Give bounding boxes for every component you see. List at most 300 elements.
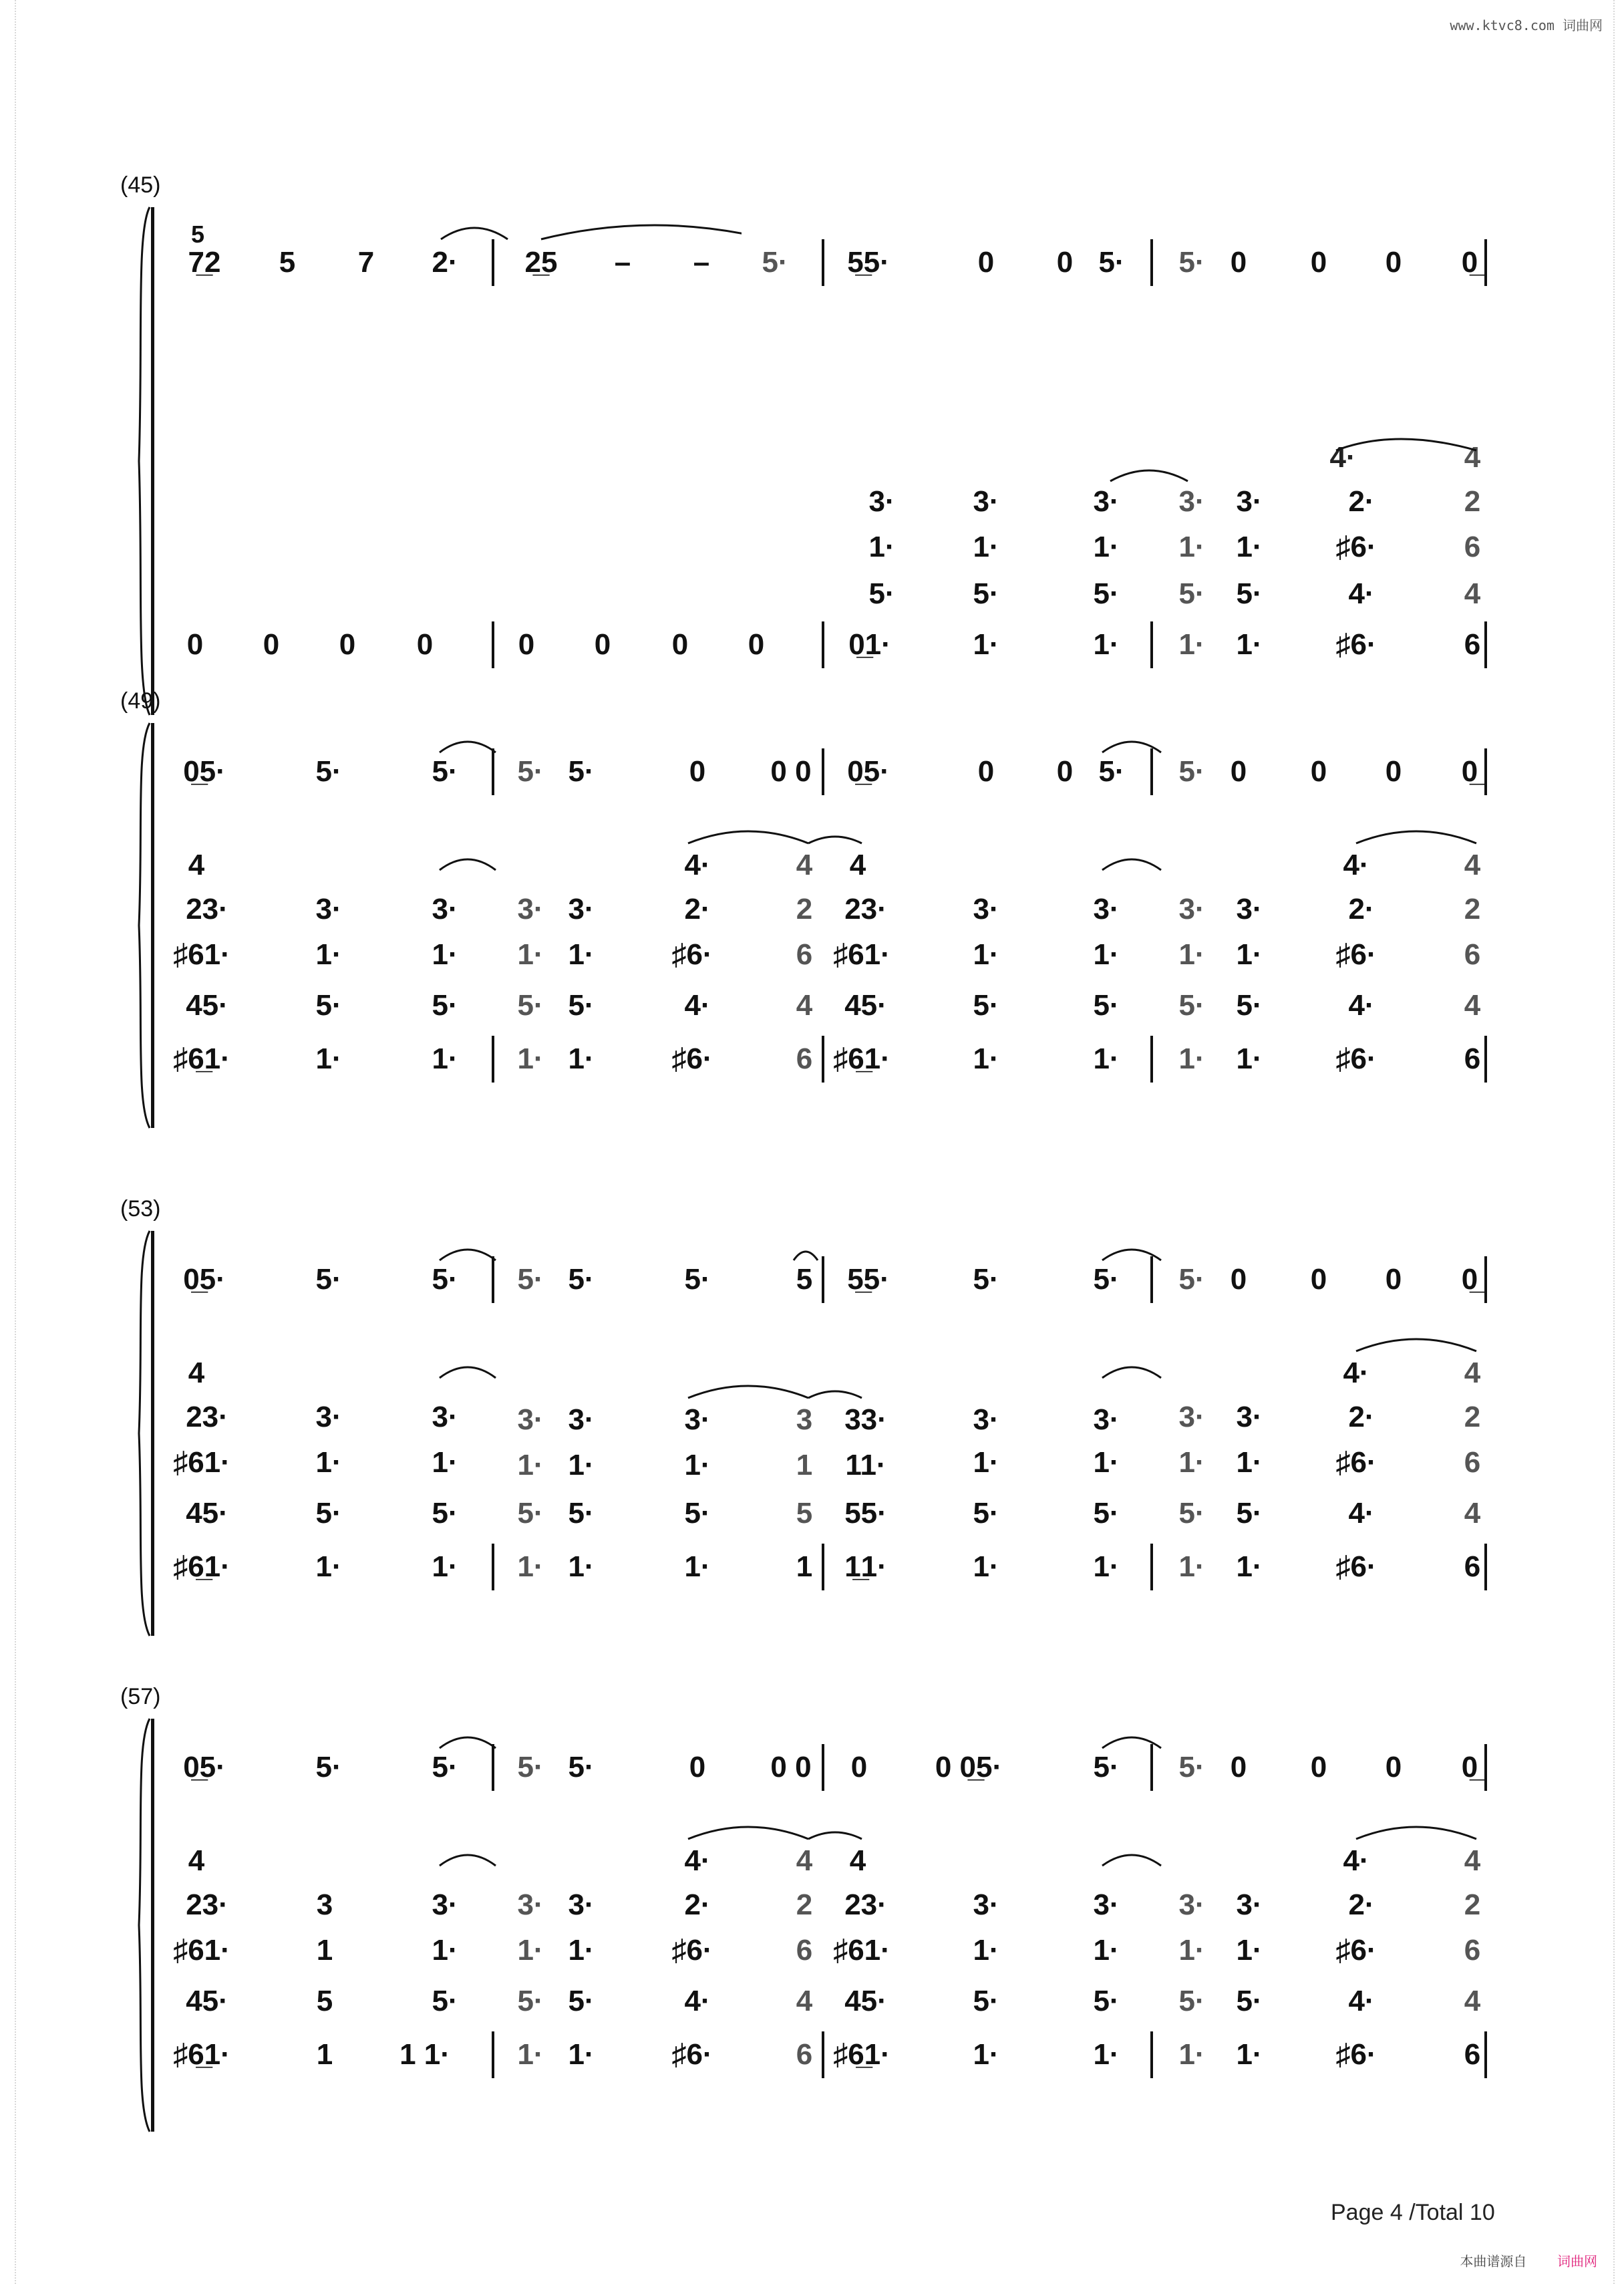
note: 2·	[432, 246, 458, 279]
chord-note: 5·	[1178, 989, 1205, 1022]
chord-note: 1·	[1236, 1446, 1263, 1479]
note: 0	[263, 628, 280, 661]
note: 0	[1056, 246, 1074, 279]
note: 1·	[1236, 1042, 1263, 1075]
chord-note: 2	[1464, 1401, 1481, 1433]
brace-icon	[131, 1230, 151, 1637]
note: 0	[1385, 1263, 1402, 1296]
note: 1·	[1236, 1550, 1263, 1583]
slur-icon	[434, 728, 1223, 755]
chord-note: 23·	[844, 1888, 887, 1921]
note: 2̲5	[524, 246, 558, 279]
chord-note: 3·	[568, 1403, 595, 1436]
note: 5·	[1178, 1263, 1205, 1296]
measure-number: (49)	[120, 688, 161, 714]
note: 6	[1464, 1042, 1481, 1075]
brace-icon	[131, 206, 151, 716]
chord-note: 4·	[1343, 849, 1369, 881]
chord-note: ♯61·	[173, 938, 230, 971]
note: 5·	[432, 1751, 458, 1783]
chord-note: 4	[796, 849, 813, 881]
barline	[492, 621, 494, 668]
chord-note: ♯61·	[173, 1446, 230, 1479]
chord-note: 2	[796, 1888, 813, 1921]
barline-final	[1484, 1744, 1487, 1791]
barline	[492, 2031, 494, 2078]
chord-note: 1·	[1093, 938, 1120, 971]
note: 7	[357, 246, 375, 279]
note: 0	[186, 628, 204, 661]
chord-note: 1	[796, 1449, 813, 1481]
slur-icon	[434, 1815, 1503, 1875]
chord-note: 55·	[844, 1497, 887, 1530]
barline	[1150, 1036, 1153, 1083]
chord-note: 4·	[1348, 1497, 1375, 1530]
chord-note: 1·	[568, 938, 595, 971]
note: ♯6·	[1335, 1042, 1377, 1075]
note: 5·	[432, 755, 458, 788]
note: 0̲1·	[848, 628, 891, 661]
note: 6	[1464, 628, 1481, 661]
note: 0	[977, 246, 995, 279]
note: 5·	[1178, 1751, 1205, 1783]
chord-note: 5	[190, 221, 205, 248]
lower-staff	[173, 1357, 1510, 1637]
note: ♯6̲1·	[833, 1042, 890, 1075]
note: ♯6·	[1335, 2038, 1377, 2071]
note: 1·	[973, 2038, 999, 2071]
chord-note: 1·	[1236, 938, 1263, 971]
chord-note: 4·	[1343, 1357, 1369, 1389]
chord-note: 5·	[684, 1497, 711, 1530]
chord-note: 4	[1464, 1844, 1481, 1877]
chord-note: 4	[796, 989, 813, 1022]
barline	[822, 1256, 824, 1303]
note: 0	[339, 628, 356, 661]
chord-note: 2·	[1348, 1401, 1375, 1433]
chord-note: 3·	[1236, 1888, 1263, 1921]
chord-note: 1·	[1236, 531, 1263, 563]
chord-note: 3·	[315, 1401, 342, 1433]
chord-note: 5·	[973, 989, 999, 1022]
note: 5·	[315, 755, 342, 788]
chord-note: 5·	[1236, 989, 1263, 1022]
chord-note: 5·	[432, 1497, 458, 1530]
upper-staff	[183, 728, 1510, 795]
note: –	[693, 246, 710, 279]
note: 1 1·	[399, 2038, 450, 2071]
left-watermark-strip	[0, 0, 16, 2284]
chord-note: 4	[849, 849, 866, 881]
chord-note: 1	[316, 1934, 333, 1967]
chord-note: 1·	[315, 938, 342, 971]
note: 1·	[1093, 1550, 1120, 1583]
chord-note: 1·	[1178, 938, 1205, 971]
chord-note: 4	[1464, 441, 1481, 474]
note: 1·	[1178, 628, 1205, 661]
chord-note: 3·	[1178, 1888, 1205, 1921]
chord-note: 1·	[517, 1449, 544, 1481]
chord-note: 5·	[568, 989, 595, 1022]
chord-note: 1·	[684, 1449, 711, 1481]
chord-note: 1·	[1178, 1446, 1205, 1479]
note: ♯6·	[671, 2038, 713, 2071]
chord-note: 3·	[1093, 1403, 1120, 1436]
chord-note: 4	[1464, 577, 1481, 610]
chord-note: 6	[796, 938, 813, 971]
note: ♯6·	[671, 1042, 713, 1075]
note: 5̲5·	[847, 246, 890, 279]
chord-note: ♯61·	[833, 1934, 890, 1967]
note: 0 0̲5·	[935, 1751, 1003, 1783]
note: 1	[796, 1550, 813, 1583]
note: 1·	[1178, 1550, 1205, 1583]
barline	[822, 2031, 824, 2078]
chord-note: 5·	[568, 1985, 595, 2017]
system-bracket	[151, 207, 154, 715]
chord-note: 1·	[1236, 1934, 1263, 1967]
slur-icon	[434, 215, 742, 242]
lower-staff	[187, 354, 1510, 728]
note: 6	[1464, 2038, 1481, 2071]
chord-note: 4·	[1343, 1844, 1369, 1877]
chord-note: 1·	[973, 531, 999, 563]
note: 1·	[432, 1042, 458, 1075]
chord-note: ♯6·	[671, 938, 713, 971]
chord-note: 5	[316, 1985, 333, 2017]
chord-note: 4	[1464, 1357, 1481, 1389]
note: 0	[1310, 755, 1327, 788]
note: 7̲2	[188, 246, 221, 279]
brace-icon	[131, 722, 151, 1129]
note: 1·	[517, 1550, 544, 1583]
chord-note: 3·	[973, 1888, 999, 1921]
barline	[1150, 1744, 1153, 1791]
chord-note: 2	[1464, 1888, 1481, 1921]
chord-note: 4	[796, 1844, 813, 1877]
note: 5̲5·	[847, 1263, 890, 1296]
chord-note: 5·	[1236, 577, 1263, 610]
chord-note: 5·	[1236, 1497, 1263, 1530]
chord-note: 5·	[517, 989, 544, 1022]
chord-note: 3·	[684, 1403, 711, 1436]
measure-number: (53)	[120, 1196, 161, 1222]
barline	[1150, 239, 1153, 286]
chord-note: 11·	[845, 1449, 886, 1481]
chord-note: 3·	[517, 1403, 544, 1436]
note: 5·	[684, 1263, 711, 1296]
chord-note: 4·	[684, 1985, 711, 2017]
page-indicator: Page 4 /Total 10	[1331, 2200, 1495, 2225]
barline-final	[1484, 239, 1487, 286]
note: 5	[279, 246, 296, 279]
note: 0	[594, 628, 611, 661]
note: 1·	[315, 1550, 342, 1583]
barline	[822, 1544, 824, 1590]
chord-note: 2	[1464, 485, 1481, 518]
chord-note: ♯6·	[671, 1934, 713, 1967]
chord-note: 1·	[568, 1449, 595, 1481]
chord-note: 1·	[432, 1446, 458, 1479]
chord-note: 3·	[1236, 893, 1263, 925]
chord-note: 3·	[1093, 485, 1120, 518]
note: 0̲5·	[183, 1263, 226, 1296]
chord-note: 2·	[684, 1888, 711, 1921]
slur-icon	[434, 1236, 1223, 1263]
note: 1·	[684, 1550, 711, 1583]
system-bracket	[151, 723, 154, 1128]
chord-note: 5·	[568, 1497, 595, 1530]
note: 0	[689, 755, 706, 788]
slur-icon	[434, 1327, 1503, 1407]
note: 1·	[1093, 1042, 1120, 1075]
note: 5·	[315, 1263, 342, 1296]
chord-note: 4	[1464, 1985, 1481, 2017]
note: 5·	[762, 246, 788, 279]
chord-note: 4·	[1348, 577, 1375, 610]
chord-note: 3·	[517, 893, 544, 925]
chord-note: 4	[1464, 989, 1481, 1022]
note: 0̲5·	[847, 755, 890, 788]
note: 0	[1230, 1263, 1247, 1296]
note: 0 0	[770, 755, 812, 788]
chord-note: 4·	[684, 849, 711, 881]
note: 5·	[1093, 1751, 1120, 1783]
note: 1·	[973, 628, 999, 661]
chord-note: 6	[1464, 531, 1481, 563]
chord-note: 45·	[844, 989, 887, 1022]
slur-icon	[1102, 434, 1490, 515]
chord-note: 1·	[1093, 1446, 1120, 1479]
chord-note: 4	[188, 849, 205, 881]
note: 5·	[517, 1263, 544, 1296]
chord-note: 6	[1464, 1934, 1481, 1967]
note: 5·	[1093, 1263, 1120, 1296]
chord-note: 3·	[1178, 1401, 1205, 1433]
upper-staff	[187, 221, 1510, 287]
chord-note: 4	[796, 1985, 813, 2017]
chord-note: ♯61·	[833, 938, 890, 971]
chord-note: 3·	[973, 893, 999, 925]
chord-note: 3·	[973, 1403, 999, 1436]
note: 5	[796, 1263, 813, 1296]
system-bracket	[151, 1231, 154, 1636]
chord-note: 3·	[432, 1888, 458, 1921]
note: 0	[850, 1751, 868, 1783]
brace-icon	[131, 1717, 151, 2133]
chord-note: 5·	[315, 1497, 342, 1530]
note: ♯6̲1·	[833, 2038, 890, 2071]
barline-final	[1484, 1544, 1487, 1590]
chord-note: 23·	[186, 1888, 228, 1921]
note: 1·	[1093, 2038, 1120, 2071]
chord-note: 3·	[432, 893, 458, 925]
chord-note: 5·	[1178, 1497, 1205, 1530]
note: 0	[416, 628, 434, 661]
chord-note: 33·	[844, 1403, 887, 1436]
note: 0	[518, 628, 535, 661]
note: ♯6·	[1335, 1550, 1377, 1583]
barline	[492, 1544, 494, 1590]
barline-final	[1484, 1256, 1487, 1303]
note: 6	[1464, 1550, 1481, 1583]
chord-note: 45·	[186, 989, 228, 1022]
barline-final	[1484, 1036, 1487, 1083]
chord-note: 1·	[432, 1934, 458, 1967]
barline	[822, 239, 824, 286]
chord-note: 5·	[973, 1985, 999, 2017]
note: 6	[796, 1042, 813, 1075]
chord-note: 2·	[684, 893, 711, 925]
chord-note: ♯6·	[1335, 1934, 1377, 1967]
chord-note: 4·	[684, 1844, 711, 1877]
note: 0	[1230, 246, 1247, 279]
note: 5·	[973, 1263, 999, 1296]
chord-note: 1·	[1178, 531, 1205, 563]
note: 0	[1230, 755, 1247, 788]
note: 5·	[315, 1751, 342, 1783]
chord-note: 5·	[1178, 1985, 1205, 2017]
note: 1·	[1236, 2038, 1263, 2071]
note: 0̲	[1461, 246, 1478, 279]
chord-note: 3·	[568, 893, 595, 925]
note: 0	[1056, 755, 1074, 788]
barline	[822, 1744, 824, 1791]
chord-note: 3·	[1093, 893, 1120, 925]
barline-final	[1484, 621, 1487, 668]
barline	[822, 748, 824, 795]
note: 5·	[432, 1263, 458, 1296]
chord-note: 1·	[1093, 1934, 1120, 1967]
note: 1·	[568, 1550, 595, 1583]
note: 1	[316, 2038, 333, 2071]
chord-note: 5·	[868, 577, 895, 610]
note: ♯6̲1·	[173, 1042, 230, 1075]
lower-staff	[173, 849, 1510, 1129]
note: 0	[1385, 755, 1402, 788]
system-bracket	[151, 1719, 154, 2132]
note: 0	[1310, 246, 1327, 279]
source-credit	[1460, 2251, 1597, 2270]
note: 0̲5·	[183, 1751, 226, 1783]
note: 1·	[568, 1042, 595, 1075]
note: 0	[671, 628, 689, 661]
chord-note: ♯6·	[1335, 1446, 1377, 1479]
note: 0	[1310, 1263, 1327, 1296]
note: 1·	[1093, 628, 1120, 661]
note: 0̲	[1461, 1751, 1478, 1783]
chord-note: ♯61·	[173, 1934, 230, 1967]
site-watermark: www.ktvc8.com 词曲网	[1450, 17, 1603, 33]
measure-number: (45)	[120, 172, 161, 198]
barline-final	[1484, 748, 1487, 795]
chord-note: 1·	[973, 1446, 999, 1479]
chord-note: 3·	[1178, 893, 1205, 925]
chord-note: 3·	[315, 893, 342, 925]
chord-note: 1·	[517, 1934, 544, 1967]
note: 0	[748, 628, 765, 661]
chord-note: 4·	[1348, 989, 1375, 1022]
barline	[492, 1036, 494, 1083]
barline-final	[1484, 2031, 1487, 2078]
chord-note: 1·	[868, 531, 895, 563]
chord-note: 23·	[844, 893, 887, 925]
note: 5·	[568, 1751, 595, 1783]
note: 0̲	[1461, 755, 1478, 788]
slur-icon	[434, 819, 1503, 879]
note: 0̲5·	[183, 755, 226, 788]
chord-note: ♯6·	[1335, 938, 1377, 971]
note: 6	[796, 2038, 813, 2071]
chord-note: 1·	[315, 1446, 342, 1479]
note: 1·	[1236, 628, 1263, 661]
upper-staff	[183, 1236, 1510, 1303]
chord-note: 5·	[973, 1497, 999, 1530]
chord-note: 5·	[1178, 577, 1205, 610]
chord-note: 2	[1464, 893, 1481, 925]
chord-note: 5·	[432, 989, 458, 1022]
chord-note: 5·	[1093, 1985, 1120, 2017]
note: 5·	[1178, 755, 1205, 788]
chord-note: 5·	[315, 989, 342, 1022]
note: 1·	[1178, 2038, 1205, 2071]
chord-note: 1·	[1178, 1934, 1205, 1967]
note: ♯6̲1·	[173, 1550, 230, 1583]
note: 1·	[517, 2038, 544, 2071]
note: 5·	[568, 1263, 595, 1296]
chord-note: 1·	[568, 1934, 595, 1967]
note: 0	[977, 755, 995, 788]
chord-note: 6	[1464, 1446, 1481, 1479]
chord-note: 5·	[1093, 577, 1120, 610]
chord-note: 5·	[973, 577, 999, 610]
note: 1·	[315, 1042, 342, 1075]
chord-note: 5·	[1093, 1497, 1120, 1530]
chord-note: 5·	[1236, 1985, 1263, 2017]
chord-note: 3·	[1093, 1888, 1120, 1921]
note: 0	[1230, 1751, 1247, 1783]
lower-staff	[173, 1844, 1510, 2132]
chord-note: 6	[796, 1934, 813, 1967]
chord-note: 4	[1464, 1497, 1481, 1530]
chord-note: 3	[796, 1403, 813, 1436]
chord-note: 3·	[868, 485, 895, 518]
chord-note: 5·	[517, 1985, 544, 2017]
chord-note: 3·	[973, 485, 999, 518]
chord-note: 5	[796, 1497, 813, 1530]
chord-note: 5·	[432, 1985, 458, 2017]
note: 1·	[517, 1042, 544, 1075]
barline	[822, 621, 824, 668]
chord-note: 5·	[517, 1497, 544, 1530]
barline	[492, 748, 494, 795]
chord-note: 3·	[568, 1888, 595, 1921]
note: 5·	[1098, 755, 1125, 788]
chord-note: 1·	[517, 938, 544, 971]
slur-icon	[434, 1724, 1223, 1751]
chord-note: 3·	[517, 1888, 544, 1921]
note: –	[614, 246, 631, 279]
chord-note: 1·	[1093, 531, 1120, 563]
note: 1̲1·	[844, 1550, 887, 1583]
barline	[822, 1036, 824, 1083]
chord-note: 2	[796, 893, 813, 925]
right-watermark-strip	[1613, 0, 1624, 2284]
note: 0̲	[1461, 1263, 1478, 1296]
barline	[1150, 1544, 1153, 1590]
chord-note: 1·	[432, 938, 458, 971]
note: 1·	[1178, 1042, 1205, 1075]
